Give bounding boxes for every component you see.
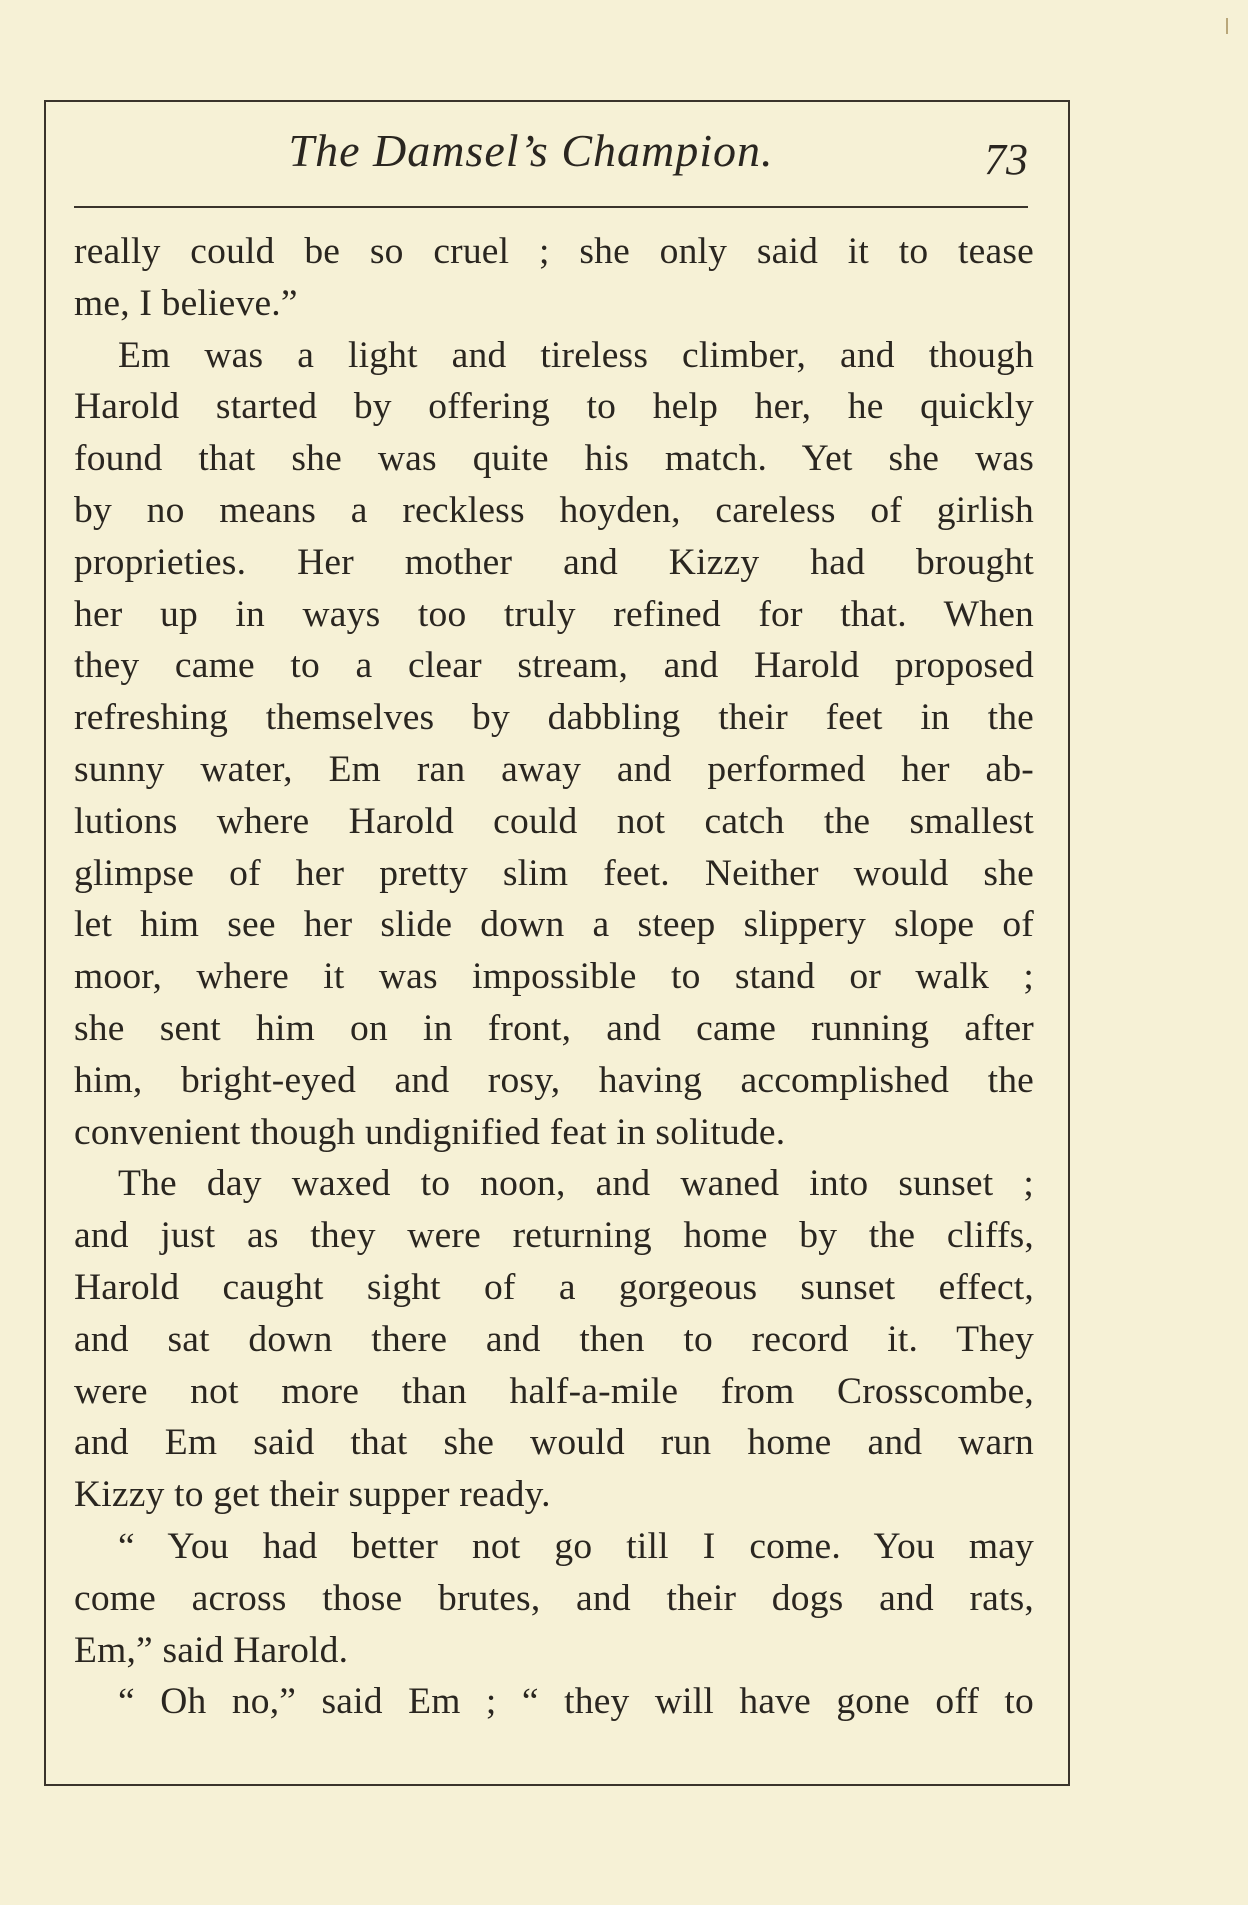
text-line: and just as they were returning home by the cliffs, xyxy=(74,1215,1034,1257)
text-line: glimpse of her pretty slim feet. Neither would she xyxy=(74,852,1034,894)
text-line: proprieties. Her mother and Kizzy had brought xyxy=(74,541,1034,583)
text-line: The day waxed to noon, and waned into sunset ; xyxy=(118,1163,1034,1205)
text-line: me, I believe.” xyxy=(74,282,298,324)
text-line: moor, where it was impossible to stand or walk ; xyxy=(74,956,1034,998)
text-line: Harold caught sight of a gorgeous sunset effect, xyxy=(74,1266,1034,1308)
text-line: come across those brutes, and their dogs and rats, xyxy=(74,1577,1034,1619)
header-rule xyxy=(74,206,1028,208)
text-line: they came to a clear stream, and Harold proposed xyxy=(74,645,1034,687)
text-line: were not more than half-a-mile from Crosscombe, xyxy=(74,1370,1034,1412)
text-line: refreshing themselves by dabbling their feet in the xyxy=(74,697,1034,739)
margin-mark xyxy=(1226,18,1228,34)
text-line: and Em said that she would run home and warn xyxy=(74,1422,1034,1464)
text-line: her up in ways too truly refined for that. When xyxy=(74,593,1034,635)
text-line: “ You had better not go till I come. You may xyxy=(118,1525,1034,1567)
page-number: 73 xyxy=(984,135,1028,184)
text-line: sunny water, Em ran away and performed her ab- xyxy=(74,748,1034,790)
text-line: she sent him on in front, and came running after xyxy=(74,1007,1034,1049)
text-line: let him see her slide down a steep slippery slope of xyxy=(74,904,1034,946)
page-header xyxy=(74,118,1028,208)
text-line: “ Oh no,” said Em ; “ they will have gone off to xyxy=(118,1681,1034,1723)
text-line: him, bright-eyed and rosy, having accomplished the xyxy=(74,1059,1034,1101)
running-title: The Damsel’s Champion. xyxy=(288,125,774,176)
text-line: Em was a light and tireless climber, and though xyxy=(118,334,1034,376)
text-line: Harold started by offering to help her, he quickly xyxy=(74,386,1034,428)
text-line: lutions where Harold could not catch the smallest xyxy=(74,800,1034,842)
text-line: found that she was quite his match. Yet she was xyxy=(74,438,1034,480)
text-line: by no means a reckless hoyden, careless of girlish xyxy=(74,489,1034,531)
text-line: Em,” said Harold. xyxy=(74,1629,349,1671)
text-line: convenient though undignified feat in solitude. xyxy=(74,1111,786,1153)
text-line: Kizzy to get their supper ready. xyxy=(74,1474,551,1516)
text-line: and sat down there and then to record it. They xyxy=(74,1318,1034,1360)
body-text xyxy=(74,226,1034,1728)
text-line: really could be so cruel ; she only said it to tease xyxy=(74,231,1034,272)
